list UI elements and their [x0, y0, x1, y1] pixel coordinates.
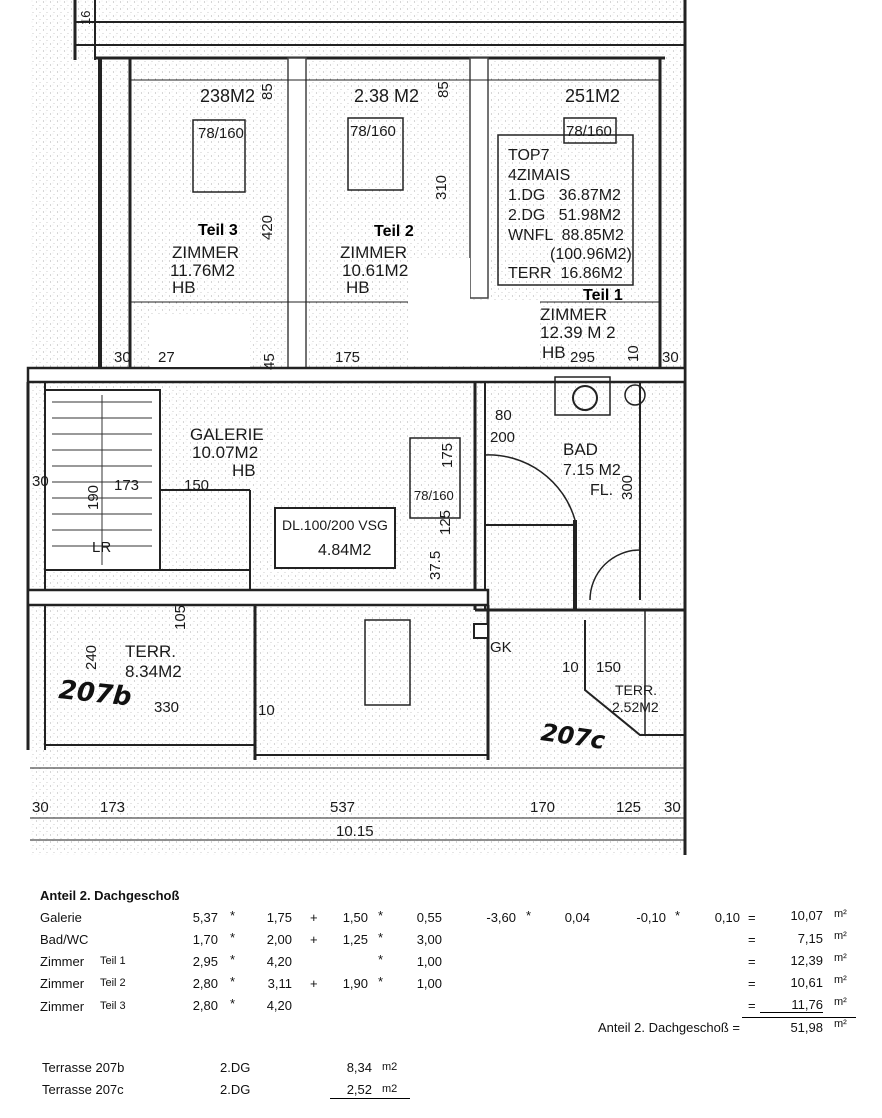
row-label: Galerie — [40, 910, 82, 925]
dim-173: 173 — [100, 799, 126, 816]
galerie-name: GALERIE — [190, 425, 264, 444]
dim-78-160: 78/160 — [414, 488, 454, 503]
operator: + — [310, 976, 318, 991]
dim-537: 537 — [330, 799, 356, 816]
terr-c-name: TERR. — [615, 682, 657, 698]
factor: 1,75 — [266, 910, 292, 925]
label-lr: LR — [92, 539, 112, 556]
handwritten-207b: 207b — [57, 675, 133, 713]
result: 7,15 — [797, 931, 823, 946]
operator: * — [378, 908, 384, 923]
operator: * — [230, 974, 236, 989]
zimmer2-top-area: 2.38 M2 — [354, 86, 420, 106]
row-teil: Teil 1 — [100, 955, 126, 967]
total-label: Anteil 2. Dachgeschoß = — [598, 1020, 740, 1035]
zimmer1-name: ZIMMER — [540, 305, 608, 324]
terrace-value: 2,52 — [346, 1082, 372, 1097]
zimmer3-area: 11.76M2 — [170, 261, 235, 280]
dim-420: 420 — [259, 214, 276, 240]
terrace-label: Terrasse 207c — [42, 1082, 124, 1097]
operator: + — [310, 932, 318, 947]
operator: * — [675, 908, 681, 923]
dim-85: 85 — [435, 81, 452, 98]
equals: = — [748, 910, 756, 925]
zimmer2-floor: HB — [346, 278, 370, 297]
zimmer2-name: ZIMMER — [340, 243, 408, 262]
dim-45: 45 — [261, 353, 278, 370]
dim-30: 30 — [662, 349, 679, 366]
dim-16: 16 — [78, 10, 93, 25]
zimmer1-area: 12.39 M 2 — [540, 323, 616, 342]
equals: = — [748, 976, 756, 991]
dim-175: 175 — [439, 442, 456, 468]
galerie-area: 10.07M2 — [192, 443, 259, 462]
factor: 4,20 — [266, 954, 292, 969]
factor: 1,25 — [342, 932, 368, 947]
label-gk: GK — [490, 639, 512, 656]
factor: 1,70 — [192, 932, 218, 947]
dim-85: 85 — [259, 83, 276, 100]
row-teil: Teil 2 — [100, 977, 126, 989]
operator: * — [230, 908, 236, 923]
top7-line: TERR 16.86M2 — [508, 265, 623, 282]
teil-1-label: Teil 1 — [583, 287, 623, 304]
factor: 1,50 — [342, 910, 368, 925]
terrace-level: 2.DG — [220, 1060, 251, 1075]
dim-10: 10 — [562, 659, 579, 676]
factor: 5,37 — [192, 910, 218, 925]
top7-line: 4ZIMAIS — [508, 167, 571, 184]
dim-310: 310 — [433, 174, 450, 200]
handwritten-207c: 207c — [539, 718, 607, 755]
dim-300: 300 — [619, 474, 636, 500]
top7-line: 1.DG 36.87M2 — [508, 187, 621, 204]
zimmer3-floor: HB — [172, 278, 196, 297]
operator: + — [310, 910, 318, 925]
result: 12,39 — [790, 953, 823, 968]
factor: 1,00 — [416, 954, 442, 969]
dim-125: 125 — [616, 799, 642, 816]
dim-175: 175 — [335, 349, 361, 366]
dim-105: 105 — [172, 604, 189, 630]
row-label: Bad/WC — [40, 932, 89, 947]
dim-30: 30 — [114, 349, 131, 366]
zimmer2-area: 10.61M2 — [342, 261, 409, 280]
unit: m² — [834, 908, 847, 920]
top7-line: (100.96M2) — [550, 246, 632, 263]
factor: 1,00 — [416, 976, 442, 991]
factor: 4,20 — [266, 998, 292, 1013]
dim-150: 150 — [596, 659, 622, 676]
dim-330: 330 — [154, 699, 180, 716]
factor: 2,00 — [266, 932, 292, 947]
dim-80: 80 — [495, 407, 512, 424]
factor: 0,10 — [714, 910, 740, 925]
terrace-level: 2.DG — [220, 1082, 251, 1097]
equals: = — [748, 932, 756, 947]
top7-line: 2.DG 51.98M2 — [508, 207, 621, 224]
terrace-unit: m2 — [382, 1083, 398, 1095]
row-label: Zimmer — [40, 976, 85, 991]
factor: 0,04 — [564, 910, 590, 925]
dl-label: DL.100/200 VSG — [282, 517, 388, 533]
zimmer1-window: 78/160 — [566, 123, 612, 140]
factor: 0,55 — [416, 910, 442, 925]
equals: = — [748, 954, 756, 969]
zimmer3-top-area: 238M2 — [200, 86, 256, 106]
unit: m² — [834, 974, 847, 986]
factor: 2,80 — [192, 976, 218, 991]
operator: * — [378, 952, 384, 967]
terr-b-name: TERR. — [125, 642, 176, 661]
dim-150: 150 — [184, 477, 210, 494]
dim-27: 27 — [158, 349, 175, 366]
row-label: Zimmer — [40, 954, 85, 969]
operator: * — [230, 930, 236, 945]
operator: * — [378, 930, 384, 945]
unit: m² — [834, 996, 847, 1008]
bad-floor: FL. — [590, 482, 614, 499]
factor: -3,60 — [486, 910, 516, 925]
terrace-underline — [330, 1098, 410, 1099]
terrace-value: 8,34 — [346, 1060, 372, 1075]
zimmer2-window: 78/160 — [350, 123, 396, 140]
terrace-unit: m2 — [382, 1061, 398, 1073]
factor: -0,10 — [636, 910, 666, 925]
dim-240: 240 — [83, 644, 100, 670]
total-value: 51,98 — [790, 1020, 823, 1035]
operator: * — [230, 952, 236, 967]
result: 10,07 — [790, 908, 823, 923]
top7-line: WNFL 88.85M2 — [508, 227, 624, 244]
dim-10: 10 — [258, 702, 275, 719]
factor: 3,11 — [267, 976, 292, 991]
terrace-label: Terrasse 207b — [42, 1060, 125, 1075]
zimmer1-top-area: 251M2 — [565, 86, 621, 106]
terr-b-area: 8.34M2 — [125, 662, 182, 681]
bad-area: 7.15 M2 — [563, 462, 621, 479]
top7-line: TOP7 — [508, 147, 550, 164]
dim-30: 30 — [32, 799, 49, 816]
dim-10-15: 10.15 — [336, 823, 374, 840]
operator: * — [378, 974, 384, 989]
dim-170: 170 — [530, 799, 556, 816]
row-teil: Teil 3 — [100, 1000, 126, 1012]
equals: = — [748, 998, 756, 1013]
dim-30: 30 — [664, 799, 681, 816]
bad-name: BAD — [563, 440, 598, 459]
operator: * — [526, 908, 532, 923]
dim-295: 295 — [570, 349, 596, 366]
calc-heading: Anteil 2. Dachgeschoß — [40, 888, 180, 903]
factor: 1,90 — [342, 976, 368, 991]
galerie-floor: HB — [232, 461, 256, 480]
area-calculation — [0, 880, 882, 1118]
teil-3-label: Teil 3 — [198, 222, 238, 239]
terr-c-area: 2.52M2 — [612, 699, 659, 715]
dl-area: 4.84M2 — [318, 542, 372, 559]
unit: m² — [834, 952, 847, 964]
zimmer3-name: ZIMMER — [172, 243, 240, 262]
dim-173: 173 — [114, 477, 140, 494]
dim-125: 125 — [437, 509, 454, 535]
result: 11,76 — [760, 997, 823, 1013]
dim-30: 30 — [32, 473, 49, 490]
teil-2-label: Teil 2 — [374, 223, 414, 240]
dim-190: 190 — [85, 484, 102, 510]
operator: * — [230, 996, 236, 1011]
factor: 2,80 — [192, 998, 218, 1013]
dim-10: 10 — [625, 345, 642, 362]
result: 10,61 — [790, 975, 823, 990]
dim-200: 200 — [490, 429, 516, 446]
factor: 2,95 — [192, 954, 218, 969]
zimmer1-floor: HB — [542, 343, 566, 362]
unit: m² — [834, 930, 847, 942]
total-unit: m² — [834, 1018, 847, 1030]
factor: 3,00 — [416, 932, 442, 947]
zimmer3-window: 78/160 — [198, 125, 244, 142]
dim-37-5: 37.5 — [427, 550, 444, 580]
row-label: Zimmer — [40, 999, 85, 1014]
